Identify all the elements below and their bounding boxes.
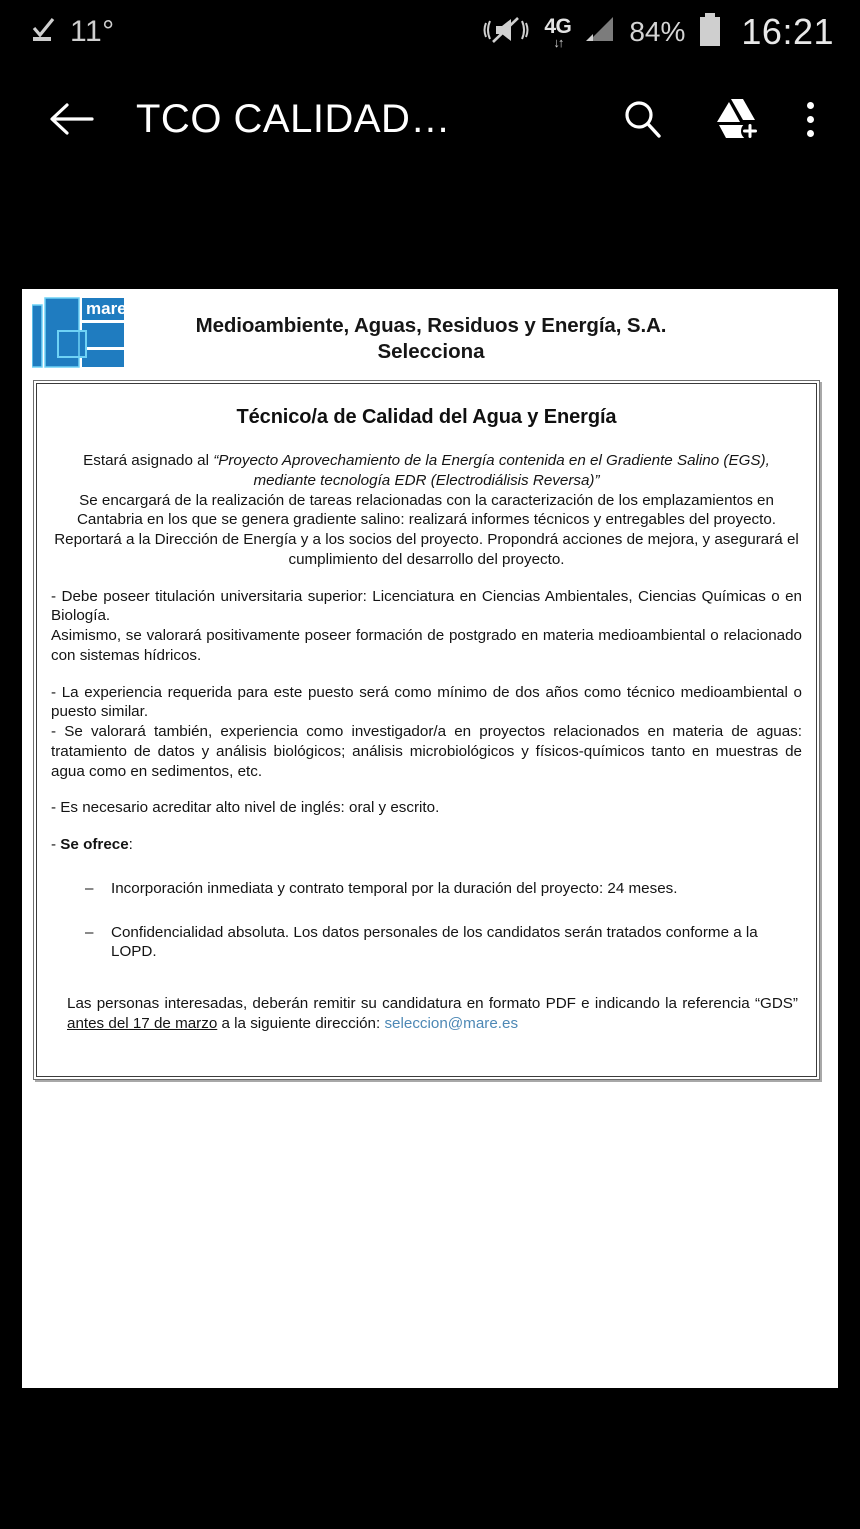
app-bar: [0, 64, 860, 174]
requirement-experience: - La experiencia requerida para este puesto será como mínimo de dos años como técnico medioambiental o puesto similar.: [51, 683, 802, 721]
clock-label: 16:21: [741, 11, 834, 52]
overflow-dot: [807, 116, 814, 123]
organization-block: [124, 295, 838, 364]
bullet-dash: –: [85, 923, 94, 941]
offer-heading-prefix: -: [51, 836, 61, 853]
data-transfer-arrows: ↓↑: [553, 34, 563, 50]
duties-paragraph: Se encargará de la realización de tareas relacionadas con la caracterización de los emplazamientos en Cantabria en los que se genera gradiente salino: realizará informes técnicos y entregables del proyecto. Reportará a la Dirección de Energía y a los socios del proyecto. Propondrá acciones de mejora, y asegurará el cumplimiento del desarrollo del proyecto.: [54, 491, 799, 568]
document-frame-inner: [36, 383, 817, 1077]
requirement-english: - Es necesario acreditar alto nivel de inglés: oral y escrito.: [51, 799, 440, 817]
contact-email-link[interactable]: seleccion@mare.es: [384, 1014, 519, 1032]
spacer: [51, 818, 802, 835]
vibrate-mute-icon: [480, 12, 532, 53]
status-bar-left: [0, 15, 115, 49]
requirement-postgrad: Asimismo, se valorará positivamente poseer formación de postgrado en materia medioambiental o relacionado con sistemas hídricos.: [51, 627, 802, 664]
offer-list: [51, 879, 802, 962]
document-body: [37, 384, 816, 1034]
status-bar: [0, 0, 860, 64]
overflow-dot: [807, 102, 814, 109]
list-item: [85, 923, 802, 963]
app-bar-actions: [621, 97, 860, 141]
job-title: Técnico/a de Calidad del Agua y Energía: [236, 406, 617, 428]
assignment-project: “Proyecto Aprovechamiento de la Energía contenida en el Gradiente Salino (EGS), mediante tecnología EDR (Electrodiálisis Reversa)”: [213, 452, 770, 489]
checkmark-icon: [30, 16, 56, 49]
back-arrow-icon[interactable]: [48, 100, 94, 138]
assignment-lead: Estará asignado al: [83, 452, 214, 469]
svg-text:mare: mare: [86, 299, 124, 318]
bullet-dash: –: [85, 879, 94, 897]
spacer: [51, 666, 802, 683]
status-bar-right: [480, 11, 860, 53]
document-page[interactable]: [22, 289, 838, 1388]
list-item-text: Incorporación inmediata y contrato temporal por la duración del proyecto: 24 meses.: [111, 879, 678, 897]
closing-part1: Las personas interesadas, deberán remitir su candidatura en formato PDF e indicando la referencia “GDS”: [67, 995, 798, 1012]
search-icon[interactable]: [621, 98, 663, 140]
signal-bars-icon: [583, 14, 617, 51]
offer-heading-label: Se ofrece: [60, 836, 129, 853]
assignment-paragraph: [51, 451, 802, 491]
battery-icon: [697, 12, 723, 53]
spacer: [51, 986, 802, 994]
overflow-menu-icon[interactable]: [807, 102, 814, 137]
organization-subtitle: Selecciona: [377, 339, 485, 363]
drive-add-icon[interactable]: [709, 97, 761, 141]
organization-name: Medioambiente, Aguas, Residuos y Energía, S.A.: [195, 314, 667, 337]
list-item-text: Confidencialidad absoluta. Los datos personales de los candidatos serán tratados conforme a la LOPD.: [111, 923, 758, 961]
overflow-dot: [807, 130, 814, 137]
spacer: [51, 570, 802, 587]
requirement-education: - Debe poseer titulación universitaria superior: Licenciatura en Ciencias Ambientales, Ciencias Químicas o en Biología.: [51, 587, 802, 625]
temperature-label: 11°: [70, 15, 115, 48]
page-title: TCO CALIDAD…: [136, 96, 451, 141]
battery-percent-label: 84%: [629, 16, 686, 47]
spacer: [51, 855, 802, 879]
requirement-research: - Se valorará también, experiencia como investigador/a en proyectos relacionados en materia de aguas: tratamiento de datos y análisis biológicos; análisis microbiológicos y físicos-químicos tanto en muestras de agua como en sedimentos, etc.: [51, 723, 802, 780]
spacer: [51, 781, 802, 798]
list-item: [85, 879, 802, 899]
closing-deadline: antes del 17 de marzo: [67, 1014, 218, 1032]
closing-part2: a la siguiente dirección:: [217, 1014, 385, 1032]
offer-heading-suffix: :: [128, 836, 133, 853]
network-type-label: 4G: [544, 14, 572, 38]
closing-paragraph: [51, 994, 802, 1034]
document-frame: [33, 380, 820, 1080]
mare-logo: [32, 295, 124, 373]
offer-heading: [51, 835, 802, 855]
network-type-indicator: [544, 16, 571, 49]
document-header: [22, 289, 838, 381]
